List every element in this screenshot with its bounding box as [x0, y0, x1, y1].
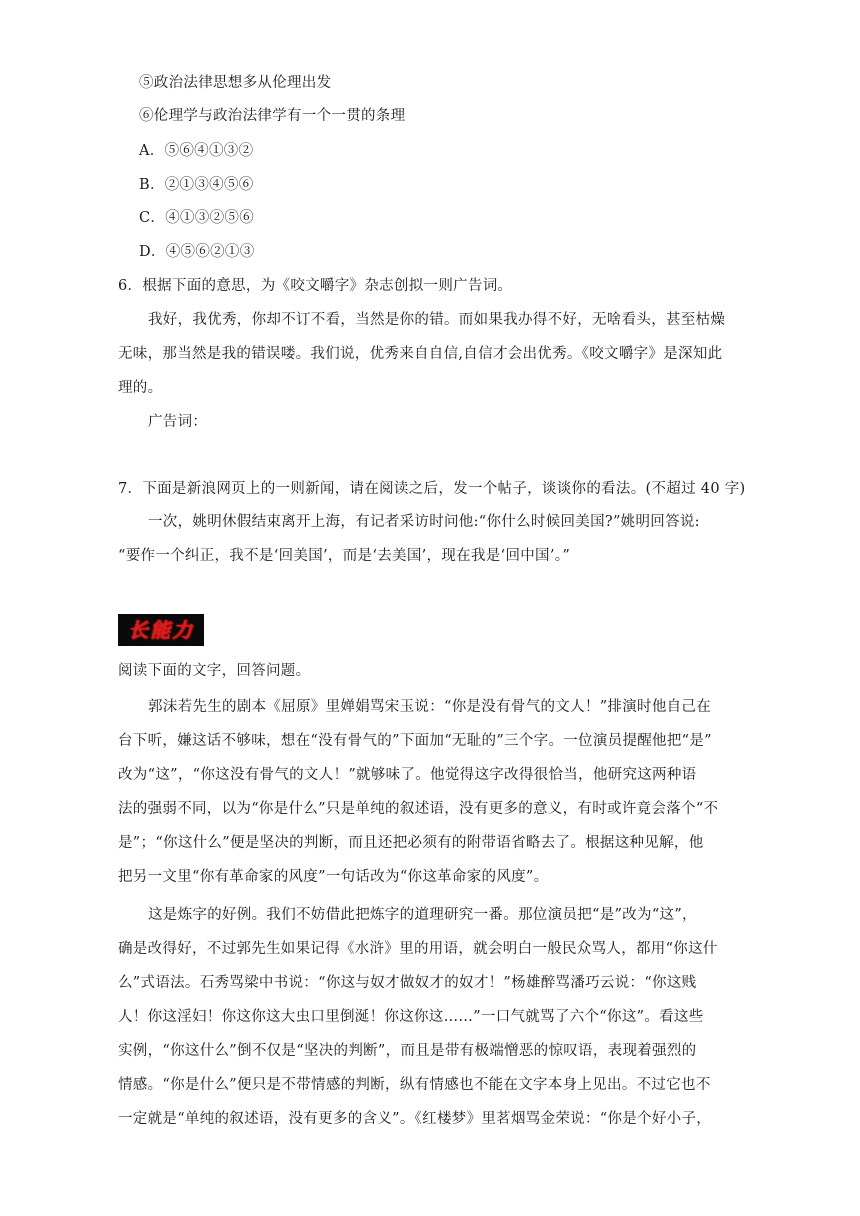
paragraph-line: 郭沫若先生的剧本《屈原》里婵娟骂宋玉说：“你是没有骨气的文人！”排演时他自己在 [148, 699, 712, 715]
paragraph-line: 这是炼字的好例。我们不妨借此把炼字的道理研究一番。那位演员把“是”改为“这”， [148, 907, 697, 923]
paragraph-line: 实例，“你这什么”倒不仅是“坚决的判断”，而且是带有极端憎恶的惊叹语，表现着强烈的 [118, 1043, 697, 1059]
paragraph-line: 法的强弱不同，以为“你是什么”只是单纯的叙述语，没有更多的意义，有时或许竟会落个“不 [118, 801, 719, 817]
paragraph-line: 把另一文里“你有革命家的风度”一句话改为“你这革命家的风度”。 [118, 869, 549, 885]
option-6-text: ⑥伦理学与政治法律学有一个一贯的条理 [139, 108, 406, 124]
question-6-line: 理的。 [118, 380, 163, 396]
section-badge: 长能力 [118, 614, 204, 646]
answer-label: 广告词： [148, 414, 208, 430]
choice-c: C．④①③②⑤⑥ [139, 210, 254, 226]
question-7-stem: 7．下面是新浪网页上的一则新闻，请在阅读之后，发一个帖子，谈谈你的看法。(不超过 40 字) [118, 481, 746, 497]
paragraph-line: 人！你这淫妇！你这你这大虫口里倒涎！你这你这……”一口气就骂了六个“你这”。看这些 [118, 1009, 704, 1025]
question-7-line: 一次，姚明休假结束离开上海，有记者采访时问他:“你什么时候回美国?”姚明回答说: [148, 514, 700, 530]
question-7-line: “要作一个纠正，我不是‘回美国’，而是‘去美国’，现在我是‘回中国’。” [118, 548, 571, 564]
choice-b: B．②①③④⑤⑥ [139, 177, 254, 193]
option-5-text: ⑤政治法律思想多从伦理出发 [139, 75, 332, 91]
paragraph-line: 改为“这”，“你这没有骨气的文人！”就够味了。他觉得这字改得很恰当，他研究这两种语 [118, 767, 697, 783]
choice-d: D．④⑤⑥②①③ [139, 244, 255, 260]
paragraph-line: 情感。“你是什么”便只是不带情感的判断，纵有情感也不能在文字本身上见出。不过它也不 [118, 1077, 711, 1093]
question-6-line: 无味，那当然是我的错误喽。我们说，优秀来自自信,自信才会出优秀。《咬文嚼字》是深知此 [118, 346, 723, 362]
paragraph-line: 一定就是“单纯的叙述语，没有更多的含义”。《红楼梦》里茗烟骂金荣说：“你是个好小子， [118, 1111, 712, 1127]
question-6-line: 我好，我优秀，你却不订不看，当然是你的错。而如果我办得不好，无啥看头，甚至枯燥 [148, 312, 726, 328]
paragraph-line: 确是改得好，不过郭先生如果记得《水浒》里的用语，就会明白一般民众骂人，都用“你这什 [118, 941, 718, 957]
paragraph-line: 么”式语法。石秀骂梁中书说：“你这与奴才做奴才的奴才！”杨雄醉骂潘巧云说：“你这贱 [118, 975, 697, 991]
paragraph-line: 台下听，嫌这话不够味，想在“没有骨气的”下面加“无耻的”三个字。一位演员提醒他把“是” [118, 733, 712, 749]
question-6-stem: 6．根据下面的意思，为《咬文嚼字》杂志创拟一则广告词。 [118, 278, 513, 294]
choice-a: A．⑤⑥④①③② [139, 143, 254, 159]
reading-intro: 阅读下面的文字，回答问题。 [118, 663, 311, 679]
paragraph-line: 是”；“你这什么”便是坚决的判断，而且还把必须有的附带语省略去了。根据这种见解，他 [118, 835, 704, 851]
